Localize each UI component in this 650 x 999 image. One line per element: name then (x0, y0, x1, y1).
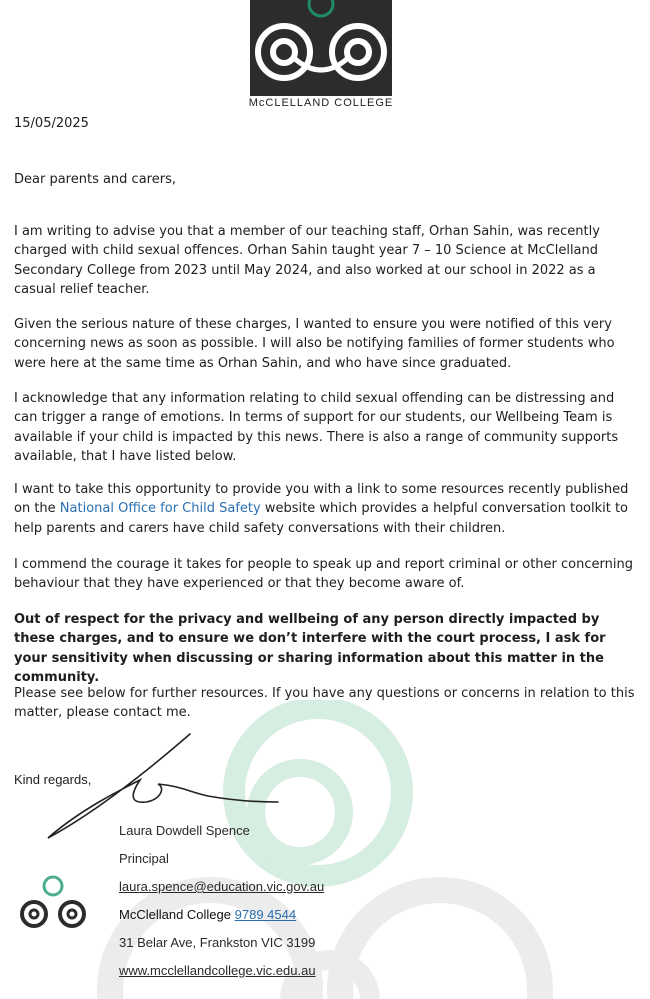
closing: Kind regards, (14, 772, 92, 787)
college-name: McCLELLAND COLLEGE (248, 97, 394, 109)
college-logo-icon (250, 0, 392, 96)
signatory-email-link[interactable]: laura.spence@education.vic.gov.au (119, 879, 325, 894)
address: 31 Belar Ave, Frankston VIC 3199 (119, 935, 316, 950)
letter-date: 15/05/2025 (14, 116, 89, 131)
salutation: Dear parents and carers, (14, 172, 176, 187)
paragraph-4-text-start: I want to take this opportunity to provide you with a link to some resources recently published on the (14, 482, 629, 517)
paragraph-3: I acknowledge that any information relating to child sexual offending can be distressing and can trigger a range of emotions. In terms of support for our students, our Wellbeing Team is available if your child is impacted by this news. There is also a range of community supports available, that I have listed below. (14, 391, 619, 464)
paragraph-4 (14, 480, 639, 538)
website-link[interactable]: www.mcclellandcollege.vic.edu.au (119, 963, 316, 978)
org-name: McClelland College (119, 907, 231, 922)
paragraph-7: Please see below for further resources. If you have any questions or concerns in relation to this matter, please contact me. (14, 686, 635, 721)
signatory-title: Principal (119, 851, 169, 866)
paragraph-5: I commend the courage it takes for people to speak up and report criminal or other concerning behaviour that they have experienced or that they become aware of. (14, 557, 633, 592)
phone-link[interactable]: 9789 4544 (234, 907, 297, 922)
paragraph-2: Given the serious nature of these charges, I wanted to ensure you were notified of this very concerning news as soon as possible. I will also be notifying families of former students who were here at the same time as Orhan Sahin, and who have since graduated. (14, 317, 615, 371)
paragraph-4-text-end: website which provides a helpful conversation toolkit to help parents and carers have child safety conversations with their children. (14, 501, 629, 536)
paragraph-6-bold: Out of respect for the privacy and wellbeing of any person directly impacted by these charges, and to ensure we don’t interfere with the court process, I ask for your sensitivity when discussing or sharing information about this matter in the community. (14, 612, 606, 685)
paragraph-1: I am writing to advise you that a member of our teaching staff, Orhan Sahin, was recently charged with child sexual offences. Orhan Sahin taught year 7 – 10 Science at McClelland Secondary College from 2023 until May 2024, and also worked at our school in 2022 as a casual relief teacher. (14, 224, 600, 297)
national-office-child-safety-link[interactable]: National Office for Child Safety (59, 501, 261, 517)
signatory-name: Laura Dowdell Spence (119, 823, 250, 838)
college-small-logo-icon (18, 872, 88, 932)
contact-line (119, 907, 296, 922)
